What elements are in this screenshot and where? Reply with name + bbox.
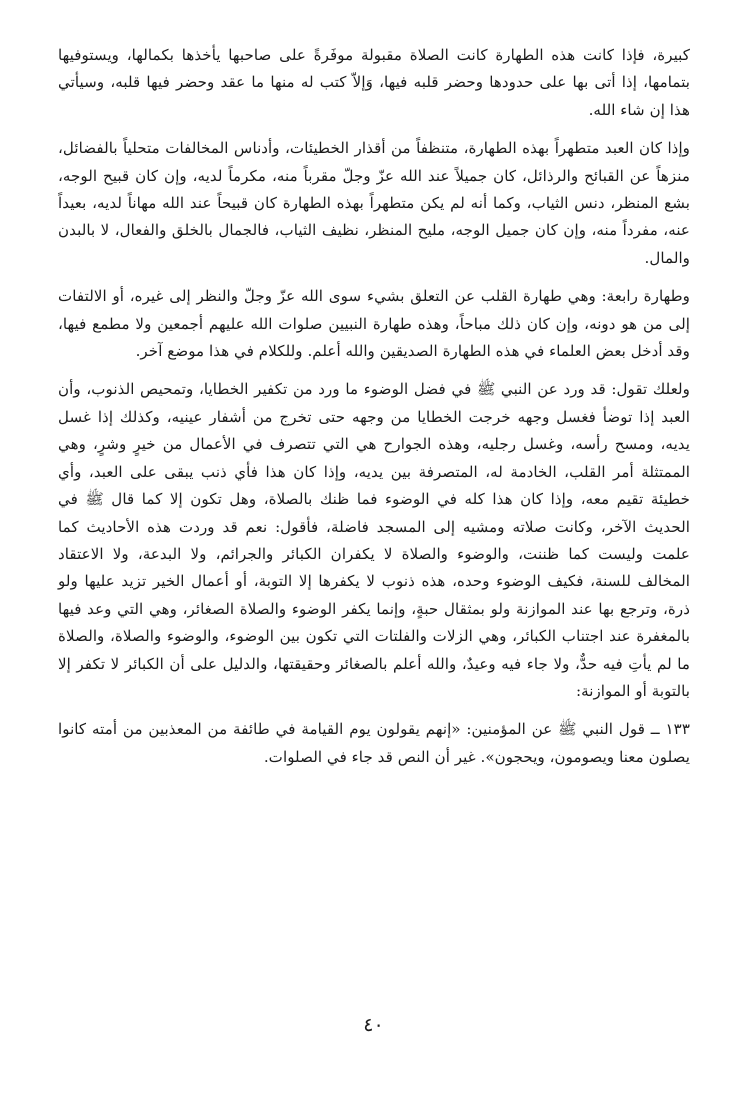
paragraph-fourth-purity: وطهارة رابعة: وهي طهارة القلب عن التعلق بشيء سوى الله عزّ وجلّ والنظر إلى غيره، أو الالتفات إلى من هو دونه، وإن كان ذلك مباحاً، وهذه طهارة النبيين صلوات الله عليهم أجمعين ولا مطمع فيها، وقد أدخل بعض العلماء في هذه الطهارة الصديقين والله أعلم. وللكلام في هذا موضع آخر.	[58, 287, 690, 361]
page-body	[58, 42, 690, 771]
paragraph-servant-purified: وإذا كان العبد متطهراً بهذه الطهارة، متنظفاً من أقذار الخطيئات، وأدناس المخالفات متحلياً بالفضائل، منزهاً عن القبائح والرذائل، كان جميلاً عند الله عزّ وجلّ مقرباً منه، مكرماً لديه، وإن كان قبيح الوجه، بشع المنظر، دنس الثياب، وكما أنه لم يكن متطهراً بهذه الطهارة كان قبيحاً عند الله مهاناً لديه، بعيداً عنه، مفرداً منه، وإن كان جميل الوجه، مليح المنظر، نظيف الثياب، فالجمال بالخلق والفعال، لا بالبدن والمال.	[58, 139, 690, 267]
paragraph-purity-acceptance: كبيرة، فإذا كانت هذه الطهارة كانت الصلاة مقبولة موفَرةً على صاحبها يأخذها بكمالها، ويستوفيها بتمامها، إذا أتى بها على حدودها وحضر قلبه فيها، وَإلاّ كتب له منها ما عقد وحضر فيها قلبه، وسيأتي هذا إن شاء الله.	[58, 46, 690, 119]
paragraph-hadith-133: ١٣٣ ــ قول النبي ﷺ عن المؤمنين: «إنهم يقولون يوم القيامة في طائفة من المعذبين من أمته كانوا يصلون معنا ويصومون، ويحجون». غير أن النص قد جاء في الصلوات.	[58, 720, 690, 766]
page-number: ٤٠	[363, 1014, 384, 1036]
paragraph-ablution-expiation: ولعلك تقول: قد ورد عن النبي ﷺ في فضل الوضوء ما ورد من تكفير الخطايا، وتمحيص الذنوب، وأن العبد إذا توضأ فغسل وجهه خرجت الخطايا من وجهه حتى تخرج من أشفار عينيه، وكذلك إذا غسل يديه، ومسح رأسه، وغسل رجليه، وهذه الجوارح هي التي تتصرف في الأعمال من خيرٍ وشرٍ، وهي الممتثلة أمر القلب، الخادمة له، المتصرفة بين يديه، وإذا كان هذا فأي ذنب يبقى على العبد، وأي خطيئة تقيم معه، وإذا كان هذا كله في الوضوء فما ظنك بالصلاة، وهل تكون إلا كما قال ﷺ في الحديث الآخر، وكانت صلاته ومشيه إلى المسجد فاضلة، فأقول: نعم قد وردت هذه الأحاديث كما علمت وليست كما ظننت، والوضوء والصلاة لا يكفران الكبائر والجرائم، ولا البدعة، ولا الاعتقاد المخالف للسنة، فكيف الوضوء وحده، هذه ذنوب لا يكفرها إلا التوبة، أو أعمال الخير تزيد عليها ولو ذرة، وترجع بها عند الموازنة ولو بمثقال حبةٍ، وإنما يكفر الوضوء والصلاة الصغائر، وهي التي وعد فيها بالمغفرة عند اجتناب الكبائر، وهي الزلات والفلتات التي تكون بين الوضوء، والوضوء والصلاة، والصلاة ما لم يأتِ فيه حدٌّ، ولا جاء فيه وعيدٌ، والله أعلم بالصغائر وحقيقتها، والدليل على أن الكبائر لا تكفر إلا بالتوبة أو الموازنة:	[58, 380, 690, 700]
